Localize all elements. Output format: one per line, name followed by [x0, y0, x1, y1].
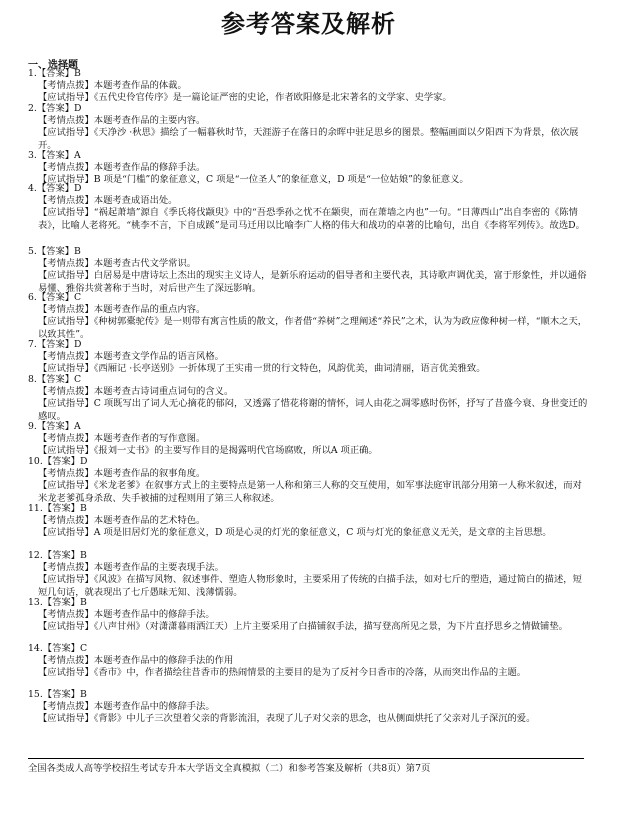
question-block: [28, 246, 590, 295]
analysis-line: 【应试指导】C 项既写出了词人无心摘花的郁闷，又透露了惜花将谢的情怀，词人由花之凋零感时伤怀，抒写了昔盛今衰、身世变迁的感叹。: [38, 398, 588, 422]
analysis-line: 【应试指导】《五代史伶官传序》是一篇论证严密的史论，作者欧阳修是北宋著名的文学家、史学家。: [38, 92, 452, 104]
analysis-line: 【应试指导】“祸起萧墙”源自《季氏将伐颛臾》中的“吾恐季孙之忧不在颛臾，而在萧墙之内也”一句。“日薄西山”出自李密的《陈情表》，比喻人老将死。“桃李不言，下自成蹊”是司马迁用以比喻李广人格的伟大和战功的卓著的比喻句，出自《李将军列传》。故选D。: [38, 207, 585, 231]
analysis-line: 【考情点拨】本题考查作品的主要表现手法。: [38, 562, 224, 574]
analysis-line: 【考情点拨】本题考查作品的体裁。: [38, 80, 187, 92]
analysis-line: 【考情点拨】本题考查作者的写作意图。: [38, 433, 206, 445]
analysis-line: 【考情点拨】本题考查文学作品的语言风格。: [38, 351, 224, 363]
answer-label: 15.【答案】B: [28, 689, 87, 700]
question-block: [28, 374, 590, 423]
analysis-line: 【应试指导】《香市》中，作者描绘往昔香市的热闹情景的主要目的是为了反衬今日香市的冷落，从而突出作品的主题。: [38, 667, 527, 679]
question-block: [28, 597, 590, 634]
analysis-line: 【应试指导】《天净沙 ·秋思》描绘了一幅暮秋时节，天涯游子在落日的余晖中驻足思乡的图景。整幅画面以夕阳西下为背景，依次展开。: [38, 127, 579, 151]
analysis-line: 【考情点拨】本题考查作品中的修辞手法。: [38, 701, 215, 713]
answer-label: 5.【答案】B: [28, 246, 81, 257]
analysis-line: 【考情点拨】本题考查古诗词重点词句的含义。: [38, 386, 234, 398]
answer-label: 7.【答案】D: [28, 339, 82, 350]
question-block: [28, 292, 590, 341]
answer-label: 3.【答案】A: [28, 150, 81, 161]
analysis-line: 【考情点拨】本题考查成语出处。: [38, 195, 178, 207]
answer-label: 10.【答案】D: [28, 456, 88, 467]
analysis-line: 【考情点拨】本题考查作品中的修辞手法的作用: [38, 655, 234, 667]
question-block: [28, 689, 590, 726]
answer-label: 13.【答案】B: [28, 597, 87, 608]
analysis-line: 【考情点拨】本题考查作品的主要内容。: [38, 115, 206, 127]
question-block: [28, 68, 590, 105]
answer-label: 6.【答案】C: [28, 292, 82, 303]
analysis-line: 【应试指导】《米龙老爹》在叙事方式上的主要特点是第一人称和第三人称的交互使用，如军事法庭审讯部分用第一人称米叙述，而对米龙老爹孤身杀敌、失手被捕的过程则用了第三人称叙述。: [38, 480, 582, 504]
answer-label: 12.【答案】B: [28, 550, 87, 561]
answer-label: 14.【答案】C: [28, 643, 88, 654]
analysis-line: 【应试指导】《西厢记 ·长亭送别》一折体现了王实甫一贯的行文特色，风韵优美，曲词清丽，语言优美雅致。: [38, 363, 486, 375]
answer-label: 9.【答案】A: [28, 421, 81, 432]
analysis-line: 【考情点拨】本题考查作品的艺术特色。: [38, 515, 206, 527]
analysis-line: 【应试指导】B 项是“门槛”的象征意义，C 项是“一位圣人”的象征意义，D 项是“一位姑娘”的象征意义。: [38, 174, 469, 186]
analysis-line: 【应试指导】《背影》中儿子三次望着父亲的背影流泪，表现了儿子对父亲的思念，也从侧面烘托了父亲对儿子深沉的爱。: [38, 713, 536, 725]
question-block: [28, 183, 590, 232]
analysis-line: 【考情点拨】本题考查作品的叙事角度。: [38, 468, 206, 480]
analysis-line: 【应试指导】《风波》在描写风物、叙述事件、塑造人物形象时，主要采用了传统的白描手法，如对七斤的塑造，通过简白的描述，短短几句话，就表现出了七斤愚昧无知、浅薄懦弱。: [38, 574, 582, 598]
answer-label: 4.【答案】D: [28, 183, 82, 194]
analysis-line: 【考情点拨】本题考查作品中的修辞手法。: [38, 609, 215, 621]
page-title: 参考答案及解析: [221, 10, 396, 38]
analysis-line: 【考情点拨】本题考查作品的重点内容。: [38, 304, 206, 316]
analysis-line: 【应试指导】《八声甘州》（对潇潇暮雨洒江天）上片主要采用了白描铺叙手法，描写登高所见之景，为下片直抒思乡之情做铺垫。: [38, 621, 568, 633]
question-block: [28, 643, 590, 680]
answer-label: 8.【答案】C: [28, 374, 82, 385]
question-block: [28, 421, 590, 458]
analysis-line: 【考情点拨】本题考查作品的修辞手法。: [38, 162, 206, 174]
analysis-line: 【应试指导】《种树郭橐驼传》是一则带有寓言性质的散文，作者借“养树”之理阐述“养民”之术，认为为政应像种树一样，“顺木之天，以致其性”。: [38, 316, 588, 340]
analysis-line: 【应试指导】A 项是旧居灯光的象征意义，D 项是心灵的灯光的象征意义，C 项与灯光的象征意义无关，是文章的主旨思想。: [38, 527, 552, 539]
question-block: [28, 103, 590, 152]
question-block: [28, 456, 590, 505]
question-block: [28, 339, 590, 376]
analysis-line: 【应试指导】《报刘一丈书》的主要写作目的是揭露明代官场腐败，所以A 项正确。: [38, 445, 378, 457]
analysis-line: 【考情点拨】本题考查古代文学常识。: [38, 258, 197, 270]
question-block: [28, 150, 590, 187]
question-block: [28, 503, 590, 540]
question-block: [28, 550, 590, 599]
page-footer: 全国各类成人高等学校招生考试专升本大学语文全真模拟（二）和参考答案及解析（共8页）第7页: [28, 758, 584, 774]
analysis-line: 【应试指导】白居易是中唐诗坛上杰出的现实主义诗人，是新乐府运动的倡导者和主要代表，其诗歌声调优美，富于形象性，并以通俗易懂、雅俗共赏著称于当时，对后世产生了深远影响。: [38, 270, 587, 294]
answer-label: 2.【答案】D: [28, 103, 82, 114]
answer-label: 11.【答案】B: [28, 503, 87, 514]
answer-label: 1.【答案】B: [28, 68, 81, 79]
section-heading: 一、选择题: [28, 60, 78, 71]
